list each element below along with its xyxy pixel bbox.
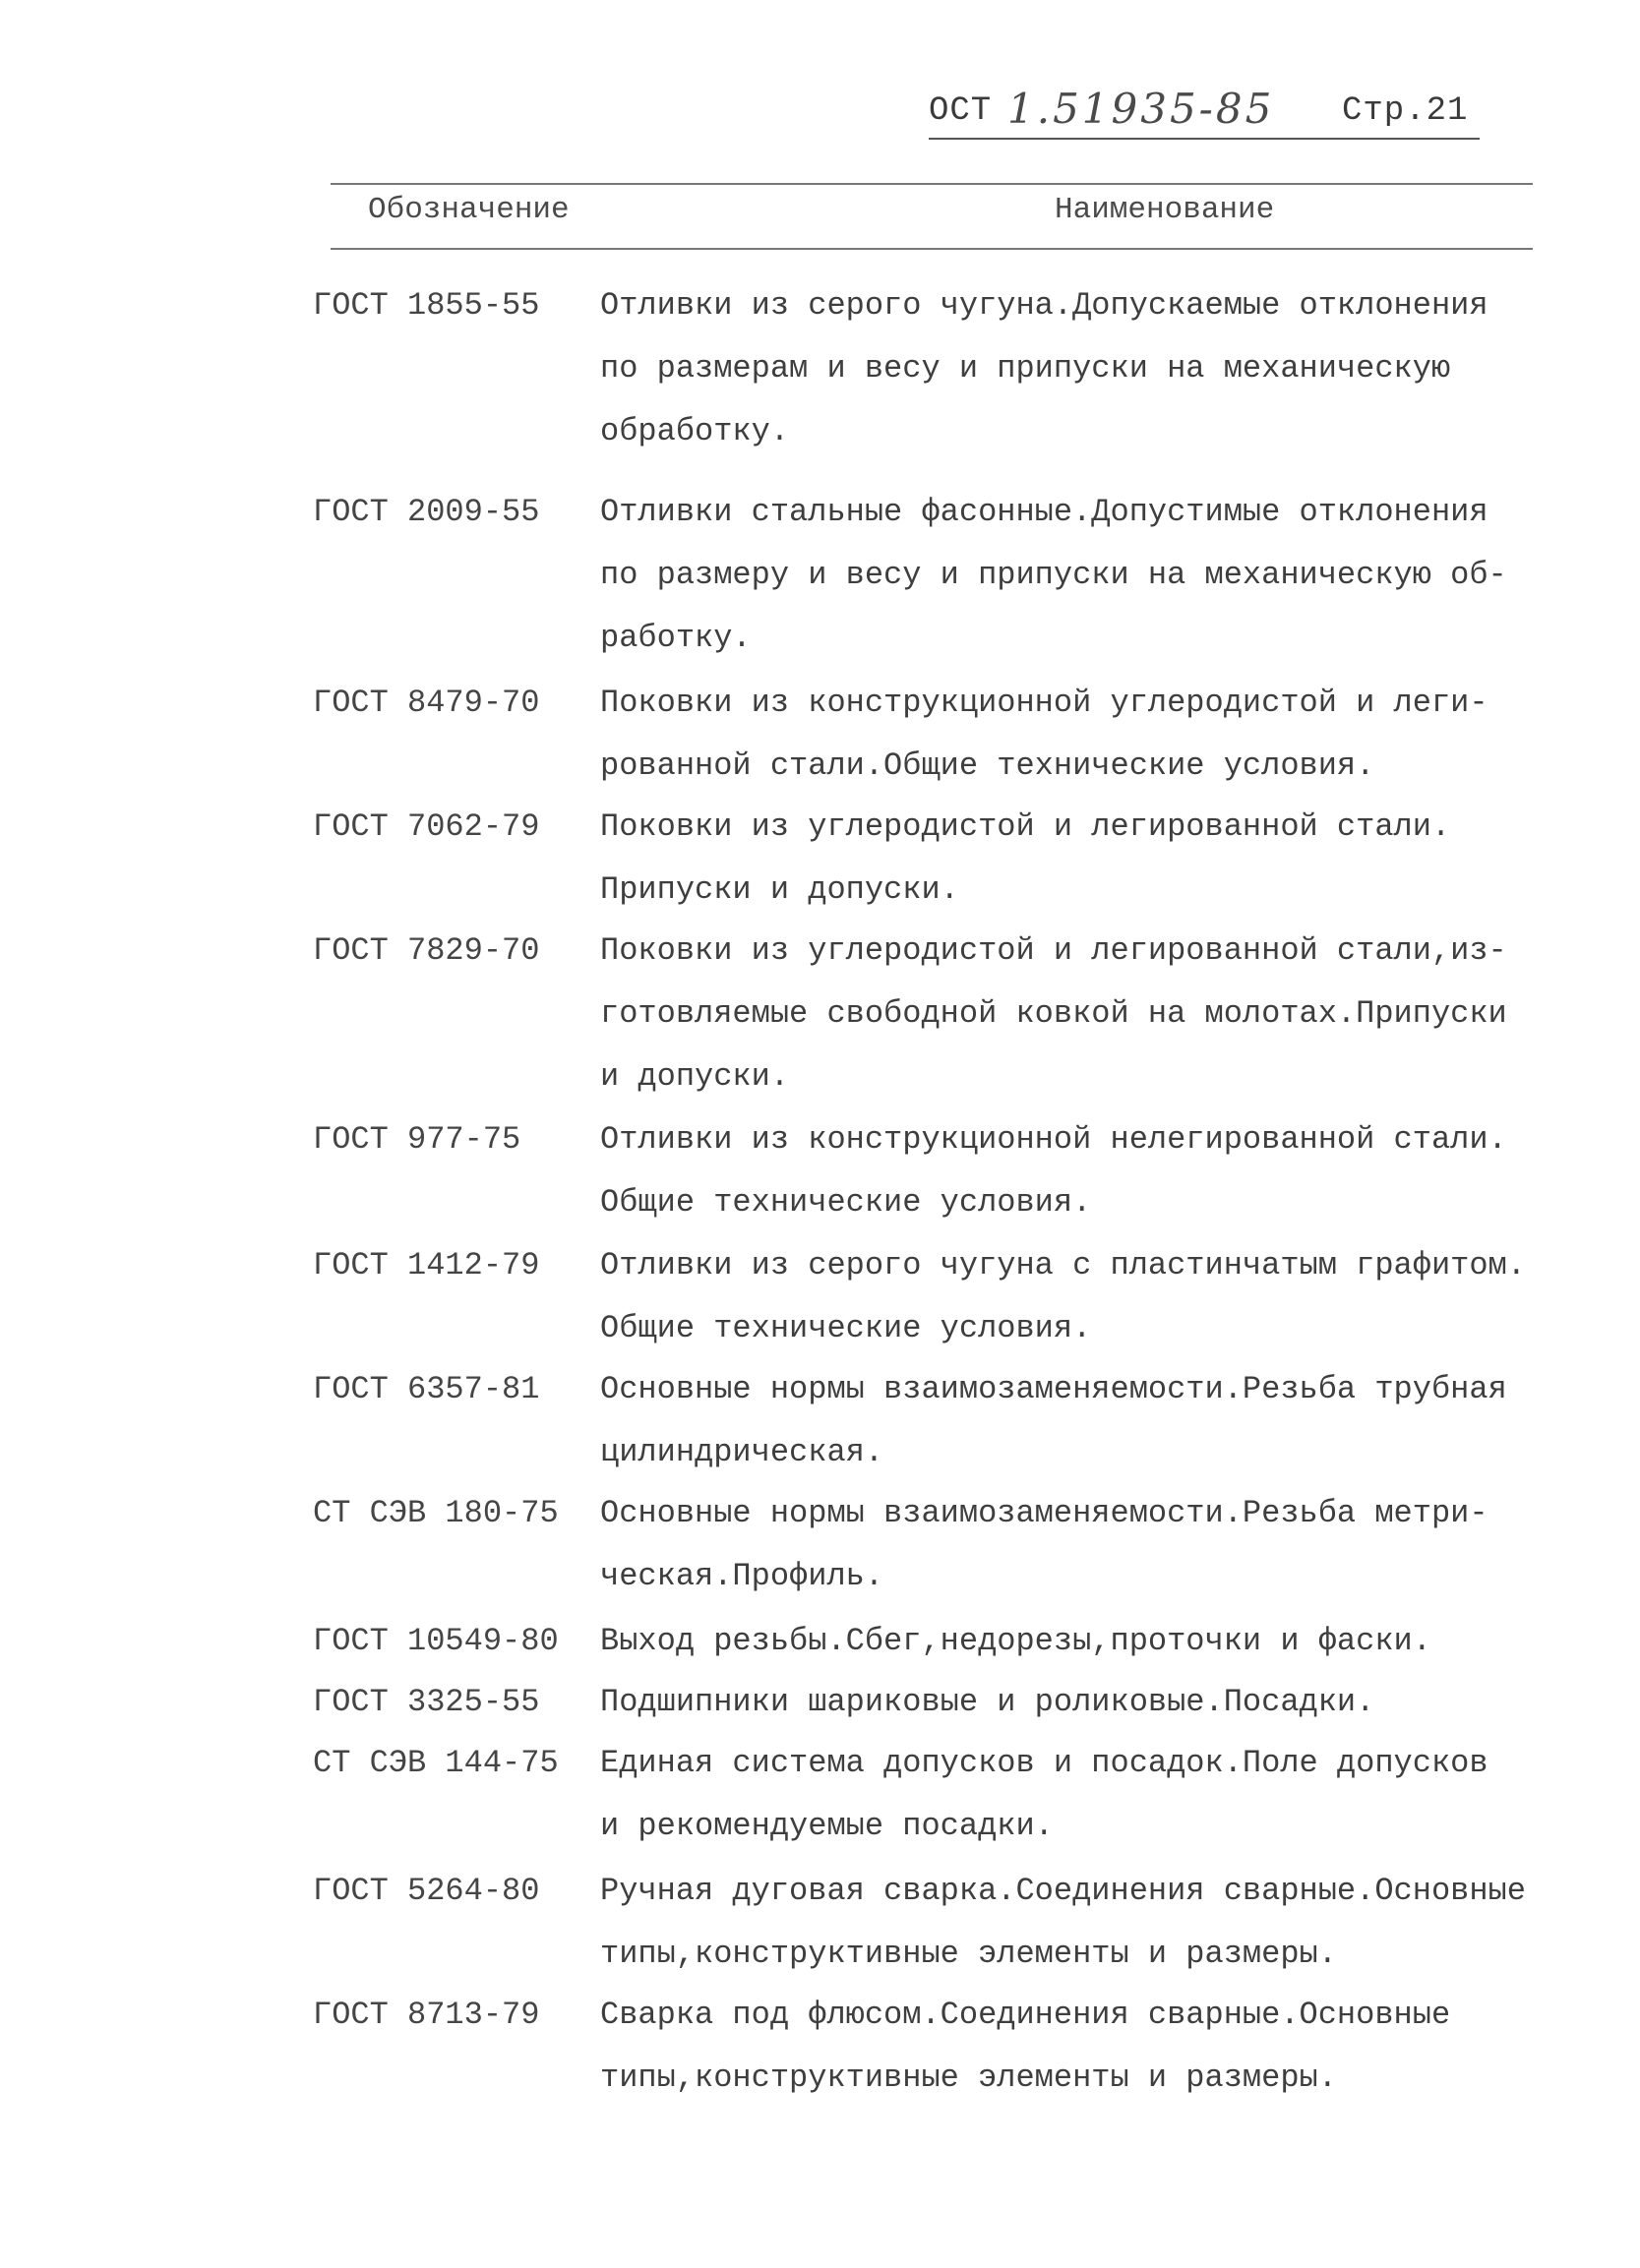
standard-code: ГОСТ 10549-80 bbox=[313, 1623, 559, 1659]
table-header-rule bbox=[331, 248, 1533, 250]
title-line: ческая.Профиль. bbox=[600, 1558, 884, 1594]
standard-title bbox=[600, 287, 1545, 476]
title-line: Припуски и допуски. bbox=[600, 871, 959, 908]
standard-title bbox=[600, 1997, 1545, 2122]
standard-title bbox=[600, 1371, 1545, 1497]
title-line: Сварка под флюсом.Соединения сварные.Основные bbox=[600, 1997, 1451, 2033]
standard-title bbox=[600, 932, 1545, 1121]
title-line: Ручная дуговая сварка.Соединения сварные.Основные bbox=[600, 1873, 1526, 1909]
title-line: Поковки из углеродистой и легированной стали,из- bbox=[600, 932, 1507, 969]
standard-code: ГОСТ 8479-70 bbox=[313, 685, 540, 721]
header-standard-number: 1.51935-85 bbox=[1007, 85, 1275, 133]
title-line: Основные нормы взаимозаменяемости.Резьба метри- bbox=[600, 1495, 1488, 1531]
title-line: обработку. bbox=[600, 413, 790, 449]
title-line: рованной стали.Общие технические условия. bbox=[600, 747, 1375, 784]
standard-code: ГОСТ 6357-81 bbox=[313, 1371, 540, 1407]
title-line: работку. bbox=[600, 620, 752, 656]
standard-code: ГОСТ 3325-55 bbox=[313, 1684, 540, 1720]
title-line: Отливки из серого чугуна.Допускаемые отклонения bbox=[600, 287, 1488, 324]
page-header bbox=[929, 85, 1489, 144]
column-header-designation: Обозначение bbox=[368, 193, 570, 227]
title-line: и допуски. bbox=[600, 1058, 790, 1095]
standard-title bbox=[600, 1247, 1545, 1373]
header-standard-prefix: ОСТ bbox=[929, 92, 993, 130]
title-line: Отливки стальные фасонные.Допустимые отклонения bbox=[600, 494, 1488, 530]
standard-title bbox=[600, 808, 1545, 934]
header-page-number: Стр.21 bbox=[1342, 92, 1469, 130]
standard-code: ГОСТ 1855-55 bbox=[313, 287, 540, 324]
title-line: и рекомендуемые посадки. bbox=[600, 1808, 1054, 1844]
title-line: Отливки из конструкционной нелегированной стали. bbox=[600, 1121, 1507, 1158]
standard-code: ГОСТ 7829-70 bbox=[313, 932, 540, 969]
title-line: готовляемые свободной ковкой на молотах.Припуски bbox=[600, 995, 1507, 1032]
standard-code: СТ СЭВ 144-75 bbox=[313, 1745, 559, 1781]
standard-code: ГОСТ 1412-79 bbox=[313, 1247, 540, 1283]
title-line: Подшипники шариковые и роликовые.Посадки. bbox=[600, 1684, 1375, 1720]
title-line: типы,конструктивные элементы и размеры. bbox=[600, 1936, 1337, 1972]
column-header-name: Наименование bbox=[1055, 193, 1275, 227]
title-line: Поковки из углеродистой и легированной стали. bbox=[600, 808, 1451, 845]
standard-title bbox=[600, 1495, 1545, 1621]
title-line: типы,конструктивные элементы и размеры. bbox=[600, 2059, 1337, 2096]
title-line: Общие технические условия. bbox=[600, 1310, 1092, 1346]
standard-title bbox=[600, 1121, 1545, 1247]
standard-code: ГОСТ 7062-79 bbox=[313, 808, 540, 845]
title-line: Основные нормы взаимозаменяемости.Резьба трубная bbox=[600, 1371, 1507, 1407]
table-top-rule bbox=[331, 183, 1533, 185]
title-line: по размеру и весу и припуски на механическую об- bbox=[600, 557, 1507, 593]
standard-code: ГОСТ 5264-80 bbox=[313, 1873, 540, 1909]
standard-title bbox=[600, 494, 1545, 683]
standard-code: СТ СЭВ 180-75 bbox=[313, 1495, 559, 1531]
title-line: по размерам и весу и припуски на механическую bbox=[600, 350, 1451, 387]
standard-title bbox=[600, 685, 1545, 810]
standard-code: ГОСТ 977-75 bbox=[313, 1121, 521, 1158]
title-line: Общие технические условия. bbox=[600, 1184, 1092, 1221]
title-line: Выход резьбы.Сбег,недорезы,проточки и фаски. bbox=[600, 1623, 1431, 1659]
title-line: Единая система допусков и посадок.Поле допусков bbox=[600, 1745, 1488, 1781]
standard-code: ГОСТ 2009-55 bbox=[313, 494, 540, 530]
header-underline bbox=[929, 138, 1480, 140]
title-line: Отливки из серого чугуна с пластинчатым графитом. bbox=[600, 1247, 1526, 1283]
standard-title bbox=[600, 1684, 1545, 1747]
standard-title bbox=[600, 1623, 1545, 1686]
standard-title bbox=[600, 1873, 1545, 1999]
standard-code: ГОСТ 8713-79 bbox=[313, 1997, 540, 2033]
standard-title bbox=[600, 1745, 1545, 1871]
title-line: Поковки из конструкционной углеродистой и леги- bbox=[600, 685, 1488, 721]
title-line: цилиндрическая. bbox=[600, 1434, 884, 1470]
